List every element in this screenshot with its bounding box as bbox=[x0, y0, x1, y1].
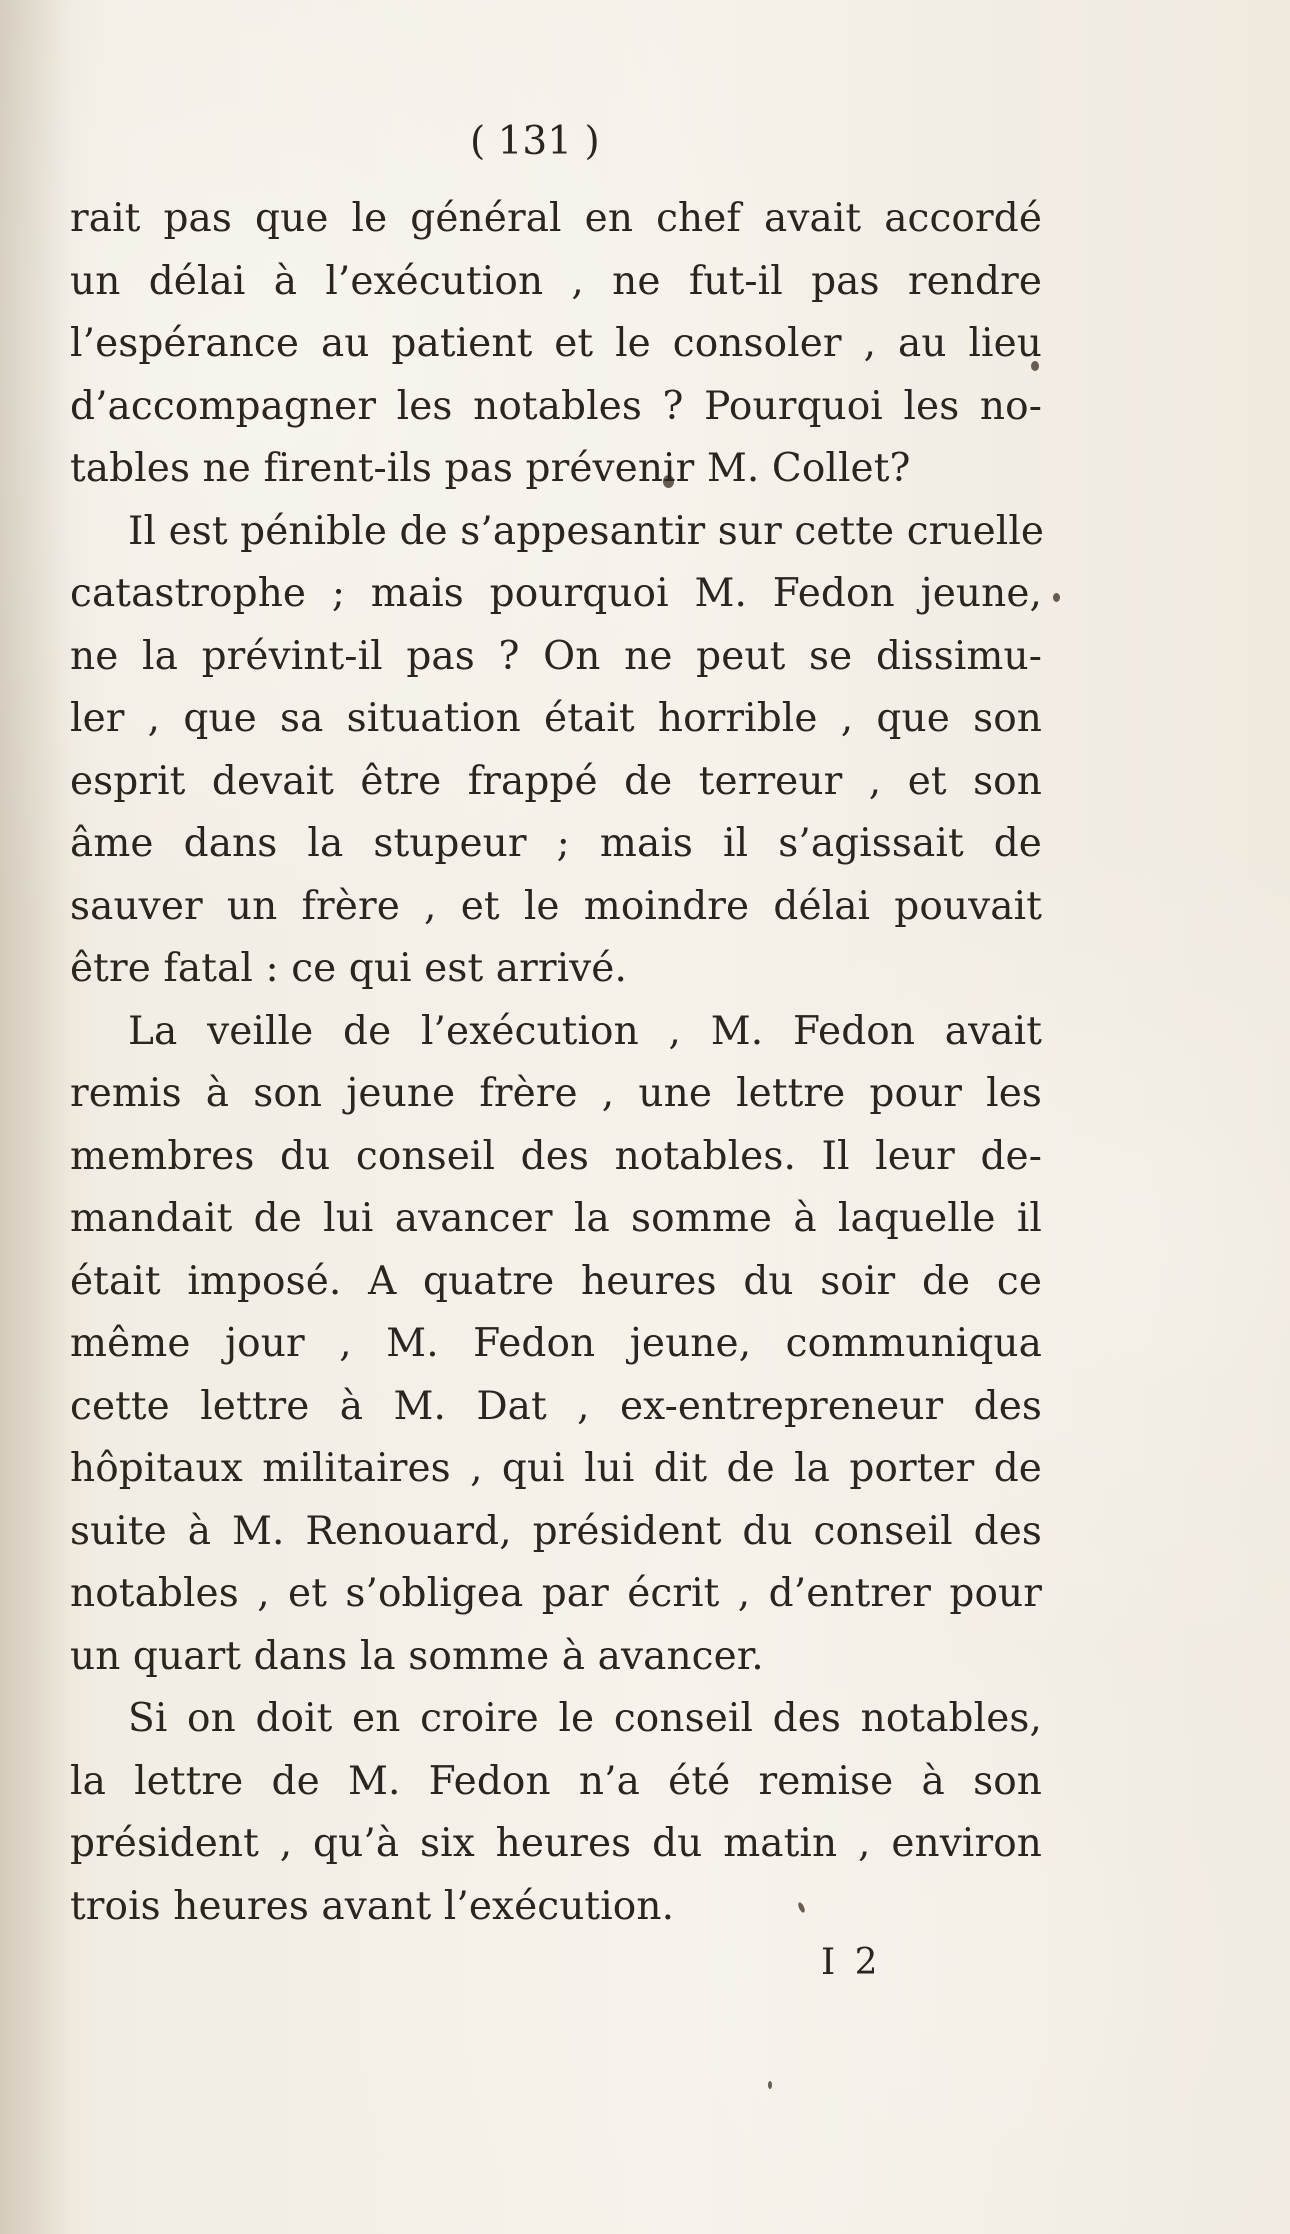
text-line-14: La veille de l’exécution , M. Fedon avait bbox=[128, 1008, 1042, 1054]
text-line-27: président , qu’à six heures du matin , environ bbox=[70, 1821, 1042, 1866]
text-line-2: un délai à l’exécution , ne fut-il pas rendre bbox=[70, 258, 1042, 304]
binding-shadow bbox=[0, 0, 70, 2234]
text-line-7: catastrophe ; mais pourquoi M. Fedon jeune, bbox=[70, 571, 1042, 616]
text-line-17: mandait de lui avancer la somme à laquelle il bbox=[70, 1196, 1042, 1241]
text-line-9: ler , que sa situation était horrible , que son bbox=[70, 696, 1042, 741]
ink-speck bbox=[768, 2081, 772, 2089]
text-line-12: sauver un frère , et le moindre délai pouvait bbox=[70, 883, 1042, 929]
text-line-13: être fatal : ce qui est arrivé. bbox=[70, 946, 627, 991]
text-line-23: notables , et s’obligea par écrit , d’entrer pour bbox=[70, 1571, 1042, 1616]
text-line-15: remis à son jeune frère , une lettre pour les bbox=[70, 1071, 1042, 1116]
text-line-10: esprit devait être frappé de terreur , et son bbox=[70, 758, 1042, 804]
text-line-5: tables ne firent-ils pas prévenir M. Collet? bbox=[70, 446, 911, 491]
text-line-22: suite à M. Renouard, président du conseil des bbox=[70, 1508, 1042, 1554]
text-line-25: Si on doit en croire le conseil des notables, bbox=[128, 1696, 1042, 1741]
text-line-11: âme dans la stupeur ; mais il s’agissait de bbox=[70, 821, 1042, 866]
main-text-block bbox=[70, 132, 1045, 1938]
text-line-1: rait pas que le général en chef avait accordé bbox=[70, 196, 1042, 241]
page-number: ( 131 ) bbox=[470, 119, 600, 164]
ink-speck bbox=[1053, 593, 1060, 602]
text-line-6: Il est pénible de s’appesantir sur cette cruelle bbox=[128, 508, 1045, 554]
text-line-19: même jour , M. Fedon jeune, communiqua bbox=[70, 1321, 1042, 1366]
text-line-28: trois heures avant l’exécution. bbox=[70, 1883, 675, 1929]
text-line-18: était imposé. A quatre heures du soir de ce bbox=[70, 1258, 1042, 1304]
text-line-26: la lettre de M. Fedon n’a été remise à son bbox=[70, 1758, 1042, 1804]
text-line-4: d’accompagner les notables ? Pourquoi les no- bbox=[70, 383, 1042, 429]
text-line-8: ne la prévint-il pas ? On ne peut se dissimu- bbox=[70, 633, 1042, 679]
text-line-20: cette lettre à M. Dat , ex-entrepreneur des bbox=[70, 1383, 1042, 1429]
text-line-21: hôpitaux militaires , qui lui dit de la porter de bbox=[70, 1446, 1042, 1491]
text-line-24: un quart dans la somme à avancer. bbox=[70, 1633, 764, 1679]
text-line-16: membres du conseil des notables. Il leur de- bbox=[70, 1133, 1042, 1179]
signature-mark: I 2 bbox=[821, 1942, 882, 1983]
text-line-3: l’espérance au patient et le consoler , au lieu bbox=[70, 321, 1042, 366]
